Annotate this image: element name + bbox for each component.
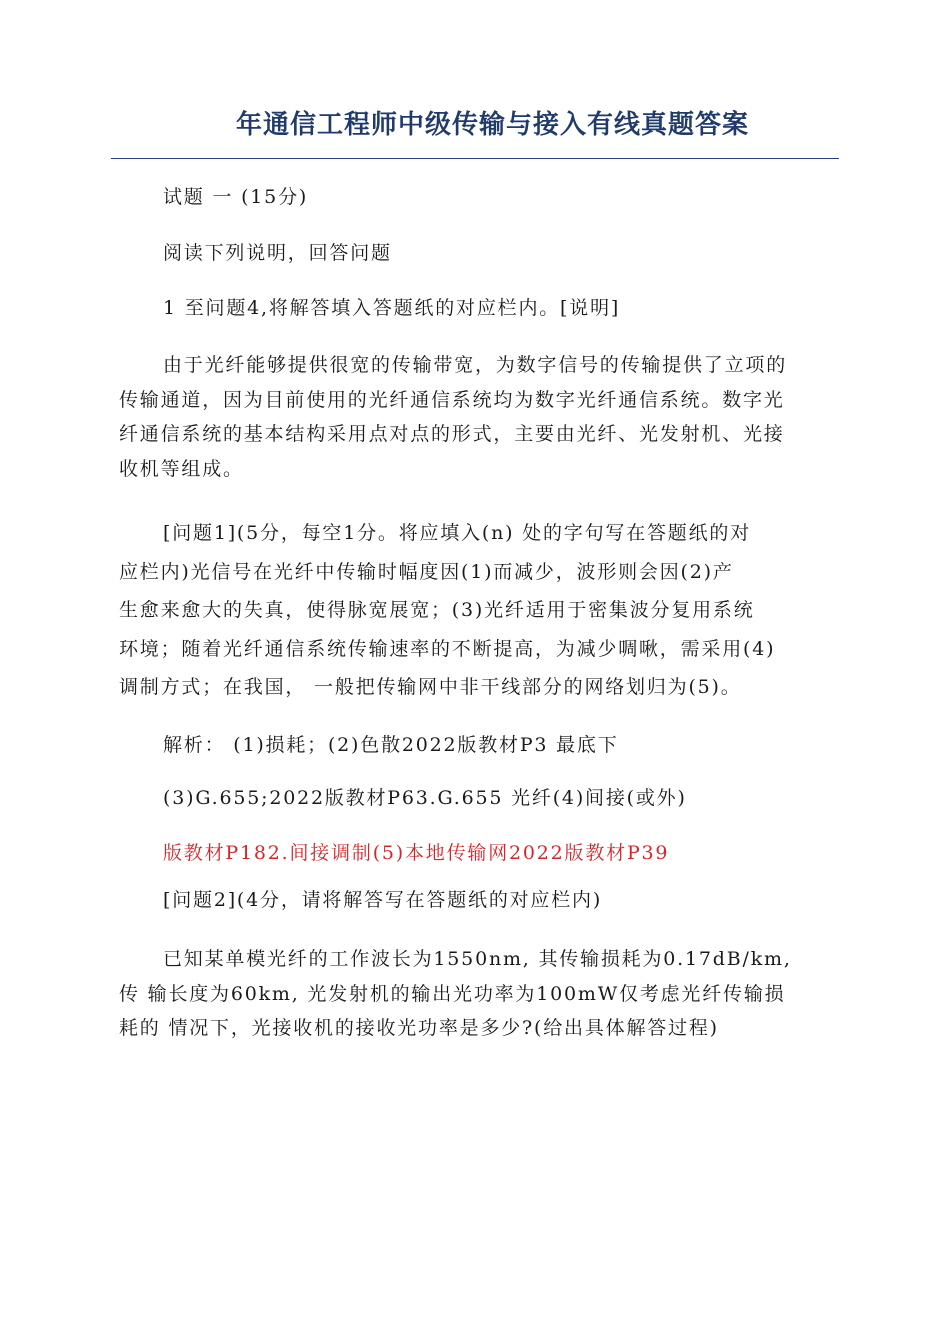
question1-paragraph: [119, 514, 775, 707]
analysis-line-2: (3)G.655;2022版教材P63.G.655 光纤(4)间接(或外): [163, 787, 687, 809]
analysis-line-3-highlight: 版教材P182.间接调制(5)本地传输网2022版教材P39: [163, 842, 670, 864]
question1-line: 应栏内)光信号在光纤中传输时幅度因(1)而减少，波形则会因(2)产: [119, 560, 734, 583]
intro-line: 收机等组成。: [119, 457, 244, 480]
instruction-line-1: 阅读下列说明，回答问题: [163, 242, 392, 264]
question2-line: 已知某单模光纤的工作波长为1550nm, 其传输损耗为0.17dB/km,: [163, 948, 792, 970]
analysis-line-1: 解析： (1)损耗；(2)色散2022版教材P3 最底下: [163, 734, 619, 756]
question1-heading: 试题 一 (15分): [163, 186, 309, 208]
question1-line: 调制方式；在我国， 一般把传输网中非干线部分的网络划归为(5)。: [119, 676, 742, 698]
question2-heading: [问题2](4分，请将解答写在答题纸的对应栏内): [163, 889, 603, 911]
question1-line: 环境；随着光纤通信系统传输速率的不断提高，为减少啁啾，需采用(4): [119, 637, 776, 660]
intro-line: 由于光纤能够提供很宽的传输带宽，为数字信号的传输提供了立项的: [163, 354, 788, 376]
question2-line: 耗的 情况下，光接收机的接收光功率是多少?(给出具体解答过程): [119, 1017, 719, 1039]
instruction-line-2: 1 至问题4,将解答填入答题纸的对应栏内。[说明]: [163, 297, 621, 319]
title-divider: [111, 158, 839, 159]
question2-paragraph: [119, 942, 792, 1046]
intro-paragraph: [119, 348, 787, 486]
question1-line: [问题1](5分，每空1分。将应填入(n) 处的字句写在答题纸的对: [163, 522, 752, 544]
intro-line: 纤通信系统的基本结构采用点对点的形式，主要由光纤、光发射机、光接: [119, 423, 785, 445]
intro-line: 传输通道，因为目前使用的光纤通信系统均为数字光纤通信系统。数字光: [119, 388, 785, 411]
page-title: 年通信工程师中级传输与接入有线真题答案: [236, 110, 750, 140]
question2-line: 传 输长度为60km, 光发射机的输出光功率为100mW仅考虑光纤传输损: [119, 982, 786, 1005]
question1-line: 生愈来愈大的失真，使得脉宽展宽；(3)光纤适用于密集波分复用系统: [119, 599, 755, 621]
